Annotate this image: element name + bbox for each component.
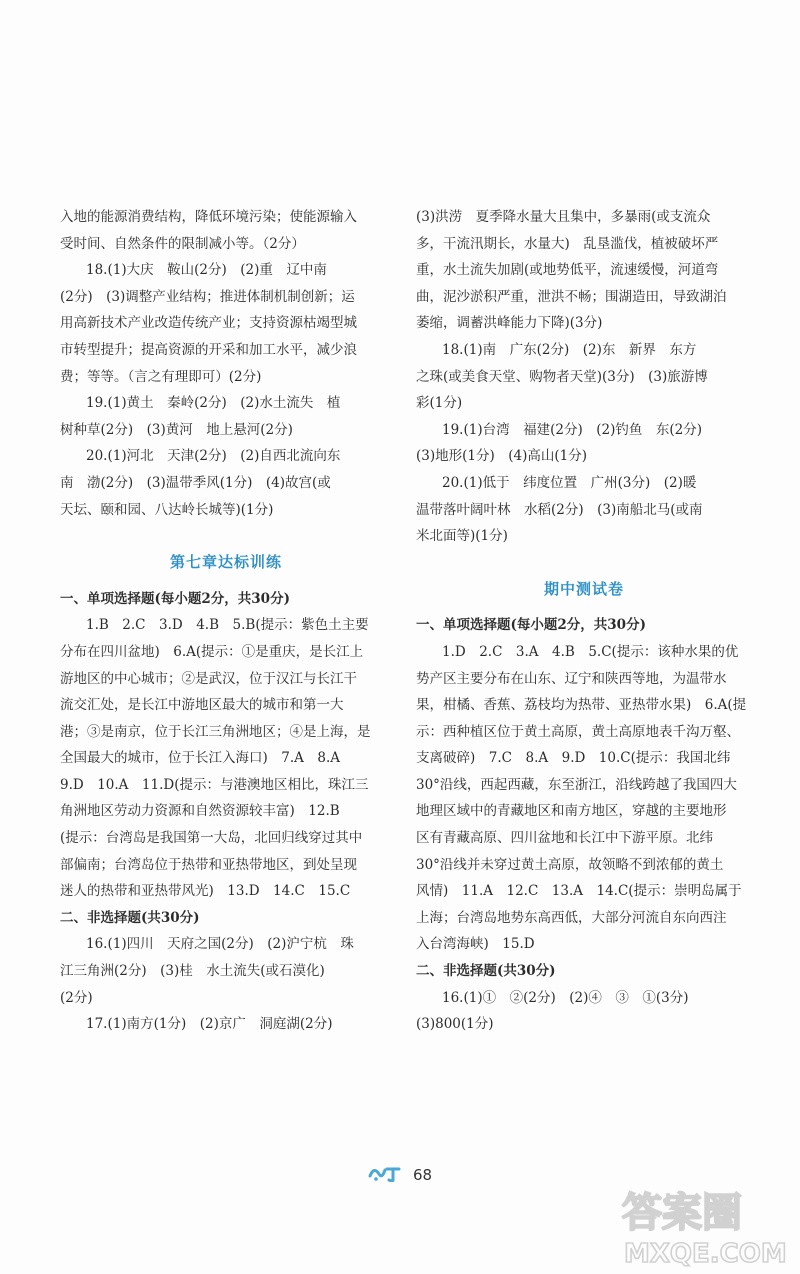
answer-line: 角洲地区劳动力资源和自然资源较丰富) 12.B (60, 803, 340, 820)
answer-line: (3)洪涝 夏季降水量大且集中，多暴雨(或支流众 (416, 209, 711, 225)
answer-line: 南 渤(2分) (3)温带季风(1分) (4)故宫(或 (60, 474, 331, 491)
watermark (618, 1184, 788, 1272)
answer-line: 风情) 11.A 12.C 13.A 14.C(提示：崇明岛属于 (416, 883, 742, 900)
svg-text:答案圈: 答案圈 (622, 1190, 742, 1236)
answer-line: 部偏南；台湾岛位于热带和亚热带地区，到处呈现 (60, 856, 357, 873)
answer-line: 30°沿线并未穿过黄土高原，故领略不到浓郁的黄土 (416, 856, 724, 873)
answer-line: 市转型提升；提高资源的开采和加工水平，减少浪 (60, 341, 357, 358)
answer-line: 流交汇处，是长江中游地区最大的城市和第一大 (60, 697, 344, 714)
answer-line: 分布在四川盆地) 6.A(提示：①是重庆，是长江上 (60, 643, 364, 660)
section-heading: 一、单项选择题(每小题2分，共30分) (60, 590, 290, 607)
answer-line: (提示：台湾岛是我国第一大岛，北回归线穿过其中 (60, 830, 363, 847)
chapter-title: 第七章达标训练 (169, 553, 282, 572)
answer-line: 9.D 10.A 11.D(提示：与港澳地区相比，珠江三 (60, 776, 369, 793)
answer-line: 18.(1)大庆 鞍山(2分) (2)重 辽中南 (86, 262, 327, 279)
left-column (60, 204, 392, 1038)
section-heading: 二、非选择题(共30分) (60, 909, 200, 926)
answer-line: 全国最大的城市，位于长江入海口) 7.A 8.A (60, 750, 341, 767)
answer-line: 果，柑橘、香蕉、荔枝均为热带、亚热带水果) 6.A(提 (416, 697, 747, 714)
publisher-logo-icon (368, 1164, 402, 1186)
answer-line: (2分) (60, 989, 93, 1006)
answer-line: 之珠(或美食天堂、购物者天堂)(3分) (3)旅游博 (416, 368, 708, 385)
answer-line: 重，水土流失加剧(或地势低平，流速缓慢，河道弯 (416, 262, 719, 279)
section-heading: 一、单项选择题(每小题2分，共30分) (416, 617, 646, 634)
svg-text:MXQE.COM: MXQE.COM (624, 1239, 787, 1268)
answer-line: 19.(1)台湾 福建(2分) (2)钓鱼 东(2分) (442, 421, 702, 438)
answer-line: 支离破碎) 7.C 8.A 9.D 10.C(提示：我国北纬 (416, 750, 731, 767)
answer-line: 30°沿线，西起西藏，东至浙江，沿线跨越了我国四大 (416, 776, 737, 793)
answer-line: 1.D 2.C 3.A 4.B 5.C(提示：该种水果的优 (442, 643, 739, 660)
page-number: 68 (413, 1166, 433, 1184)
answer-line: 彩(1分) (416, 395, 463, 412)
answer-line: 18.(1)南 广东(2分) (2)东 新界 东方 (442, 341, 697, 358)
spacer (416, 602, 752, 612)
answer-line: 用高新技术产业改造传统产业；支持资源枯竭型城 (60, 315, 357, 332)
answer-line: 江三角洲(2分) (3)桂 水土流失(或石漠化) (60, 963, 325, 980)
answer-line: 曲，泥沙淤积严重，泄洪不畅；围湖造田，导致湖泊 (416, 288, 727, 305)
answer-line: 17.(1)南方(1分) (2)京广 洞庭湖(2分) (86, 1016, 333, 1033)
answer-line: 费；等等。（言之有理即可）(2分) (60, 368, 262, 385)
spacer (60, 576, 392, 586)
answer-line: 温带落叶阔叶林 水稻(2分) (3)南船北马(或南 (416, 501, 703, 518)
answer-line: 游地区的中心城市；②是武汉，位于汉江与长江干 (60, 670, 357, 687)
answer-line: 天坛、颐和园、八达岭长城等)(1分) (60, 501, 274, 518)
answer-line: (3)800(1分) (416, 1016, 494, 1033)
answer-line: 19.(1)黄土 秦岭(2分) (2)水土流失 植 (86, 395, 341, 412)
answer-line: 多，干流汛期长，水量大) 乱垦滥伐，植被破坏严 (416, 235, 719, 252)
answer-line: 入地的能源消费结构，降低环境污染；使能源输入 (60, 209, 357, 225)
answer-line: (3)地形(1分) (4)高山(1分) (416, 448, 587, 465)
chapter-title: 期中测试卷 (543, 579, 624, 598)
answer-line: 16.(1)四川 天府之国(2分) (2)沪宁杭 珠 (86, 936, 354, 953)
answer-line: 萎缩，调蓄洪峰能力下降)(3分) (416, 315, 603, 332)
spacer (416, 550, 752, 576)
answer-line: 地理区域中的青藏地区和南方地区，穿越的主要地形 (416, 803, 727, 820)
answer-line: 树种草(2分) (3)黄河 地上悬河(2分) (60, 421, 293, 438)
answer-line: 迷人的热带和亚热带风光) 13.D 14.C 15.C (60, 883, 351, 900)
answer-line: 受时间、自然条件的限制减小等。（2分） (60, 235, 305, 252)
answer-line: (2分) (3)调整产业结构；推进体制机制创新；运 (60, 288, 355, 305)
answer-line: 16.(1)① ②(2分) (2)④ ③ ①(3分) (442, 989, 689, 1006)
spacer (60, 523, 392, 549)
answer-line: 区有青藏高原、四川盆地和长江中下游平原。北纬 (416, 830, 713, 847)
answer-line: 米北面等)(1分) (416, 528, 508, 545)
answer-line: 20.(1)河北 天津(2分) (2)自西北流向东 (86, 448, 341, 465)
right-column (416, 204, 752, 1038)
answer-line: 示：西种植区位于黄土高原，黄土高原地表千沟万壑、 (416, 723, 740, 740)
page-footer (0, 1164, 800, 1186)
answer-line: 上海；台湾岛地势东高西低，大部分河流自东向西注 (416, 909, 727, 926)
answer-line: 港；③是南京，位于长江三角洲地区；④是上海，是 (60, 723, 371, 740)
answer-line: 1.B 2.C 3.D 4.B 5.B(提示：紫色土主要 (86, 617, 369, 634)
section-heading: 二、非选择题(共30分) (416, 963, 556, 980)
answer-line: 势产区主要分布在山东、辽宁和陕西等地，为温带水 (416, 670, 727, 687)
answer-line: 20.(1)低于 纬度位置 广州(3分) (2)暖 (442, 474, 697, 491)
answer-line: 入台湾海峡) 15.D (416, 936, 535, 953)
